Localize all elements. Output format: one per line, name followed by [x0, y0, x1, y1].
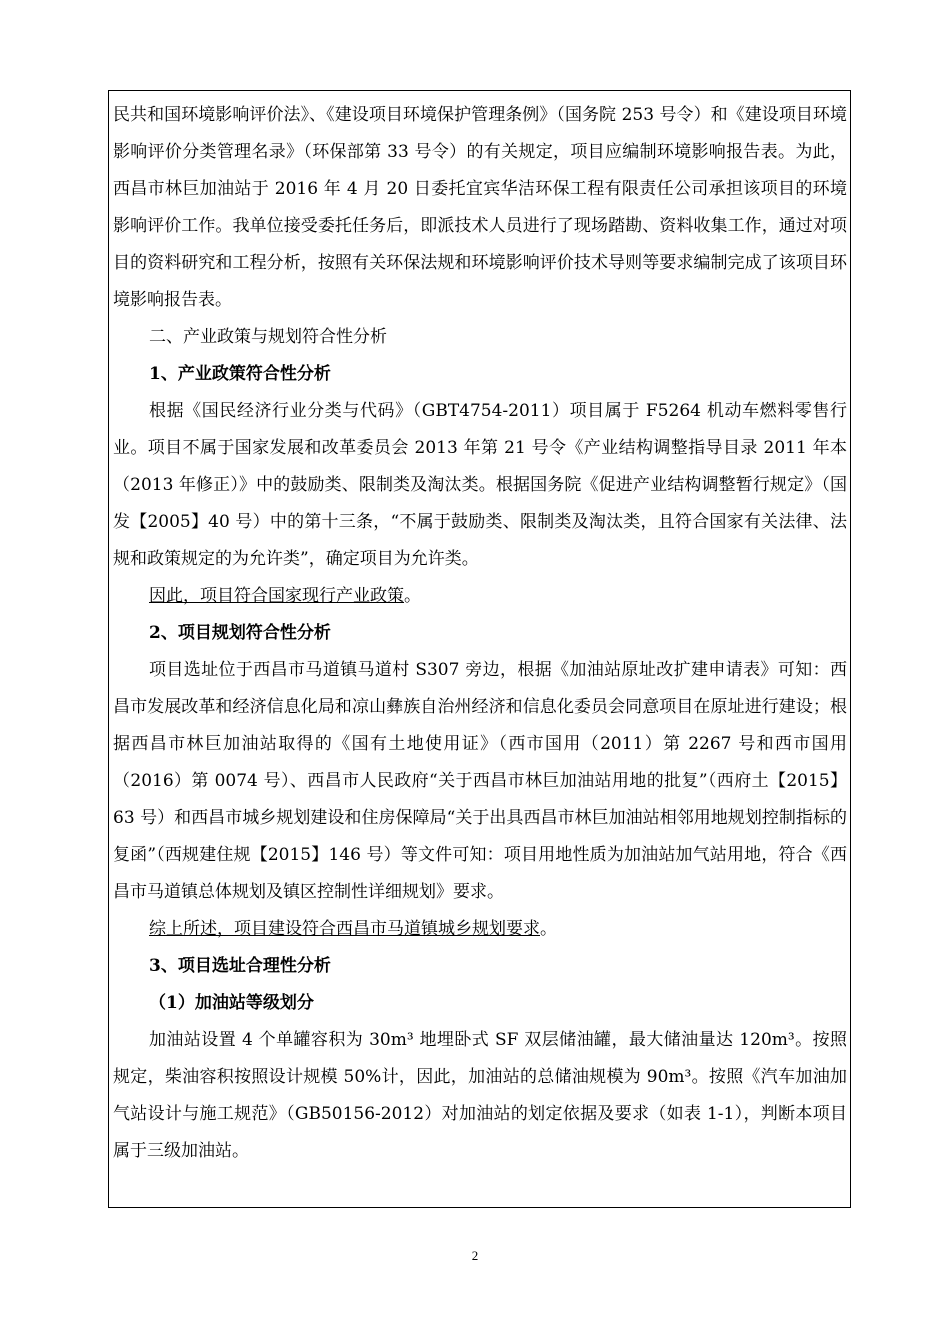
subsection-heading-planning: 2、项目规划符合性分析: [149, 623, 331, 643]
intro-paragraph: 民共和国环境影响评价法》、《建设项目环境保护管理条例》（国务院 253 号令）和《建设项目环境影响评价分类管理名录》（环保部第 33 号令）的有关规定，项目应编制环境影响报告表。为此，西昌市林巨加油站于 2016 年 4 月 20 日委托宜宾华洁环保工程有限责任公司承担该项目的环境影响评价工作。我单位接受委托任务后，即派技术人员进行了现场踏勘、资料收集工作，通过对项目的资料研究和工程分析，按照有关环保法规和环境影响评价技术导则等要求编制完成了该项目环境影响报告表。: [113, 105, 847, 310]
page-number: 2: [471, 1248, 479, 1263]
planning-conclusion-text: 综上所述，项目建设符合西昌市马道镇城乡规划要求: [149, 919, 540, 939]
industry-policy-paragraph: 根据《国民经济行业分类与代码》（GBT4754-2011）项目属于 F5264 机动车燃料零售行业。项目不属于国家发展和改革委员会 2013 年第 21 号令《产业结构调整指导目录 2011 年本（2013 年修正）》中的鼓励类、限制类及淘汰类。根据国务院《促进产业结构调整暂行规定》（国发【2005】40 号）中的第十三条，“不属于鼓励类、限制类及淘汰类，且符合国家有关法律、法规和政策规定的为允许类”，确定项目为允许类。: [113, 401, 847, 569]
content-frame: [108, 90, 851, 1208]
planning-conclusion: [109, 911, 850, 948]
industry-policy-conclusion-text: 因此，项目符合国家现行产业政策: [149, 586, 404, 606]
industry-policy-conclusion-period: 。: [404, 586, 421, 606]
section-heading-policy-planning: 二、产业政策与规划符合性分析: [149, 327, 387, 347]
planning-paragraph: 项目选址位于西昌市马道镇马道村 S307 旁边，根据《加油站原址改扩建申请表》可知：西昌市发展改革和经济信息化局和凉山彝族自治州经济和信息化委员会同意项目在原址进行建设；根据西昌市林巨加油站取得的《国有土地使用证》（西市国用（2011）第 2267 号和西市国用（2016）第 0074 号）、西昌市人民政府“关于西昌市林巨加油站用地的批复”（西府土【2015】63 号）和西昌市城乡规划建设和住房保障局“关于出具西昌市林巨加油站相邻用地规划控制指标的复函”（西规建住规【2015】146 号）等文件可知：项目用地性质为加油站加气站用地，符合《西昌市马道镇总体规划及镇区控制性详细规划》要求。: [113, 660, 847, 902]
industry-policy-conclusion: [109, 578, 850, 615]
planning-conclusion-period: 。: [540, 919, 557, 939]
subsection-heading-industry-policy: 1、产业政策符合性分析: [149, 364, 331, 384]
subsection-heading-station-grade: （1）加油站等级划分: [149, 993, 314, 1013]
station-grade-paragraph: 加油站设置 4 个单罐容积为 30m³ 地埋卧式 SF 双层储油罐，最大储油量达 120m³。按照规定，柴油容积按照设计规模 50%计，因此，加油站的总储油规模为 90m³。按照《汽车加油加气站设计与施工规范》（GB50156-2012）对加油站的划定依据及要求（如表 1-1），判断本项目属于三级加油站。: [113, 1030, 847, 1161]
subsection-heading-site-selection: 3、项目选址合理性分析: [149, 956, 331, 976]
